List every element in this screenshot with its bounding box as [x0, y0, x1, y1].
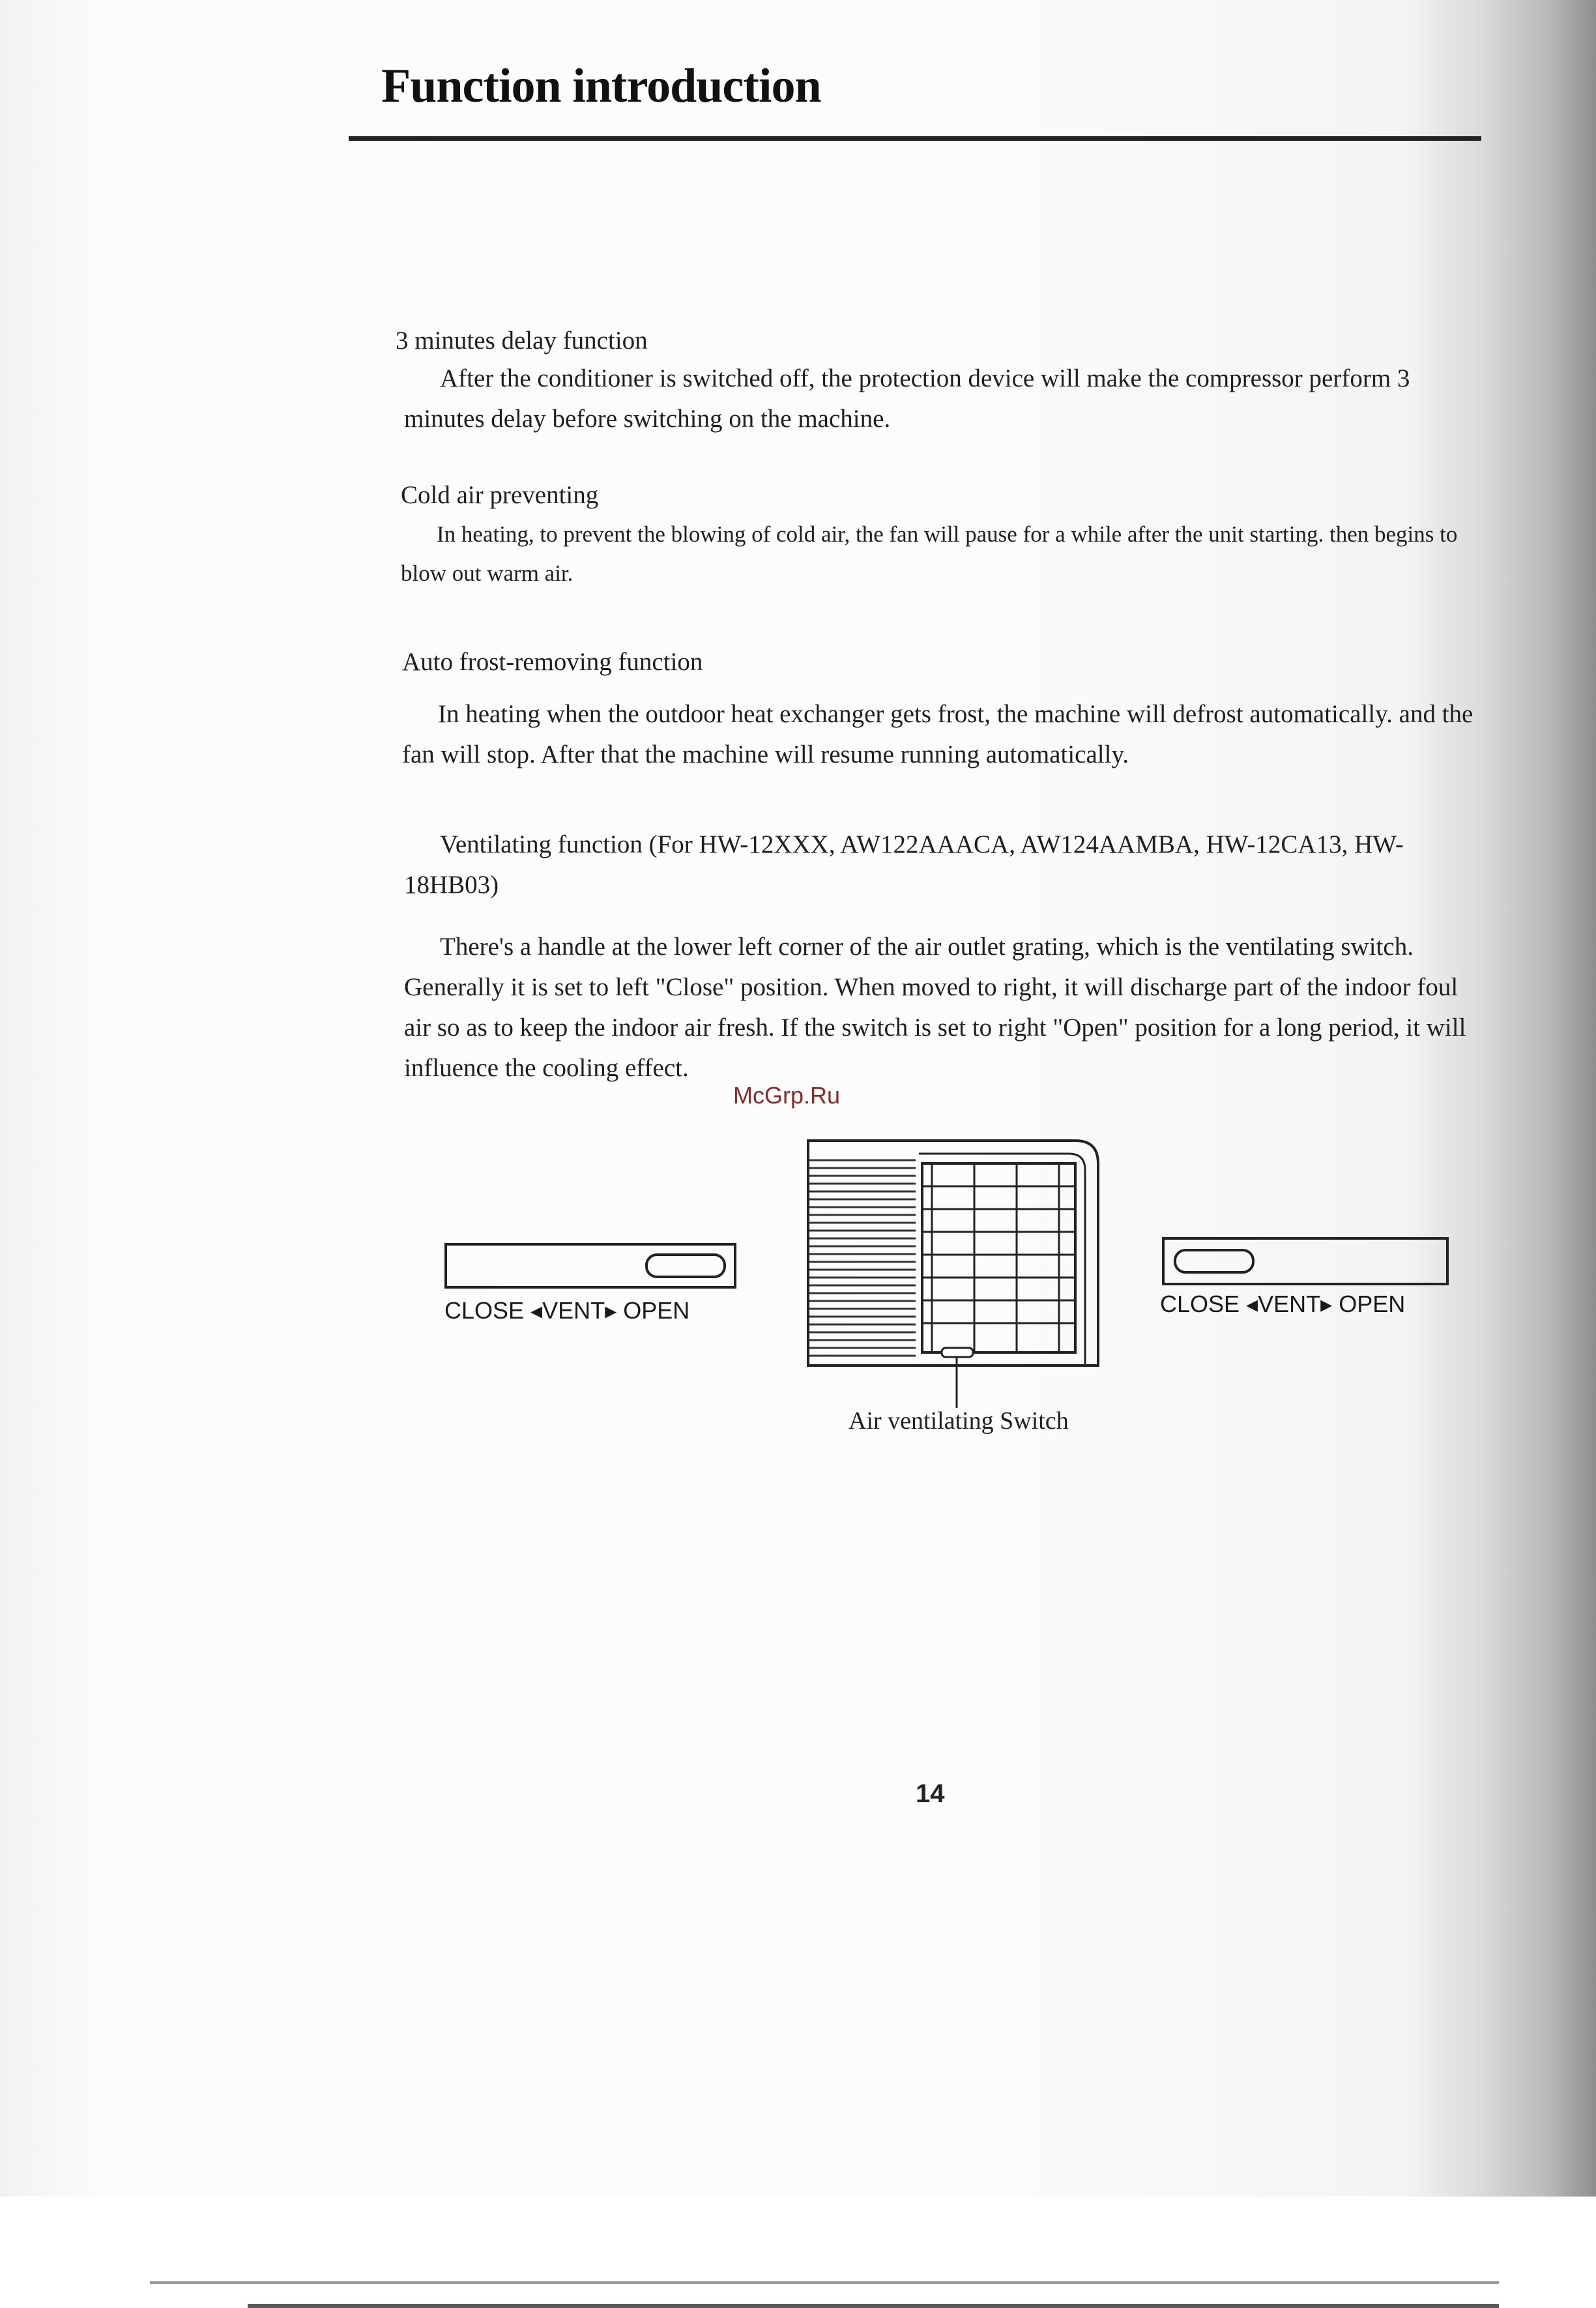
section-title-defrost: Auto frost-removing function [402, 648, 703, 676]
diagram-caption: Air ventilating Switch [849, 1407, 1069, 1435]
page-edge-line [150, 2281, 1499, 2284]
section-body-cold-air: In heating, to prevent the blowing of cold air, the fan will pause for a while after the unit starting. then begins to blow out warm air. [401, 521, 1458, 586]
section-body-ventilating: There's a handle at the lower left corner of the air outlet grating, which is the ventilating switch. Generally it is set to left "Close" position. When moved to right, it will discharge part of the indoor foul air so as to keep the indoor air fresh. If the switch is set to right "Open" position for a long period, it will influence the cooling effect. [404, 933, 1466, 1082]
left-vent-switch-frame [444, 1243, 736, 1289]
left-vent-switch-label: CLOSE ◂VENT▸ OPEN [444, 1297, 690, 1324]
section-title-cold-air: Cold air preventing [401, 481, 599, 509]
page-title: Function introduction [381, 59, 821, 113]
left-vent-switch-handle [645, 1253, 726, 1278]
right-vent-switch-handle [1174, 1249, 1255, 1274]
watermark: McGrp.Ru [733, 1082, 841, 1109]
ventilating-handle-icon [942, 1348, 973, 1357]
right-vent-switch-label: CLOSE ◂VENT▸ OPEN [1160, 1291, 1406, 1317]
section-title-delay: 3 minutes delay function [396, 327, 648, 355]
right-vent-switch-frame [1162, 1237, 1449, 1285]
page-number: 14 [916, 1779, 945, 1808]
section-body-defrost: In heating when the outdoor heat exchanger gets frost, the machine will defrost automatically. and the fan will stop. After that the machine will resume running automatically. [402, 700, 1473, 768]
section-title-ventilating: Ventilating function (For HW-12XXX, AW122AAACA, AW124AAMBA, HW-12CA13, HW-18HB03) [404, 830, 1404, 899]
air-outlet-grating-illustration [802, 1134, 1108, 1408]
page-edge-line-lower [248, 2304, 1499, 2308]
title-rule [349, 136, 1481, 141]
section-body-delay: After the conditioner is switched off, the protection device will make the compressor perform 3 minutes delay before switching on the machine. [404, 364, 1410, 433]
